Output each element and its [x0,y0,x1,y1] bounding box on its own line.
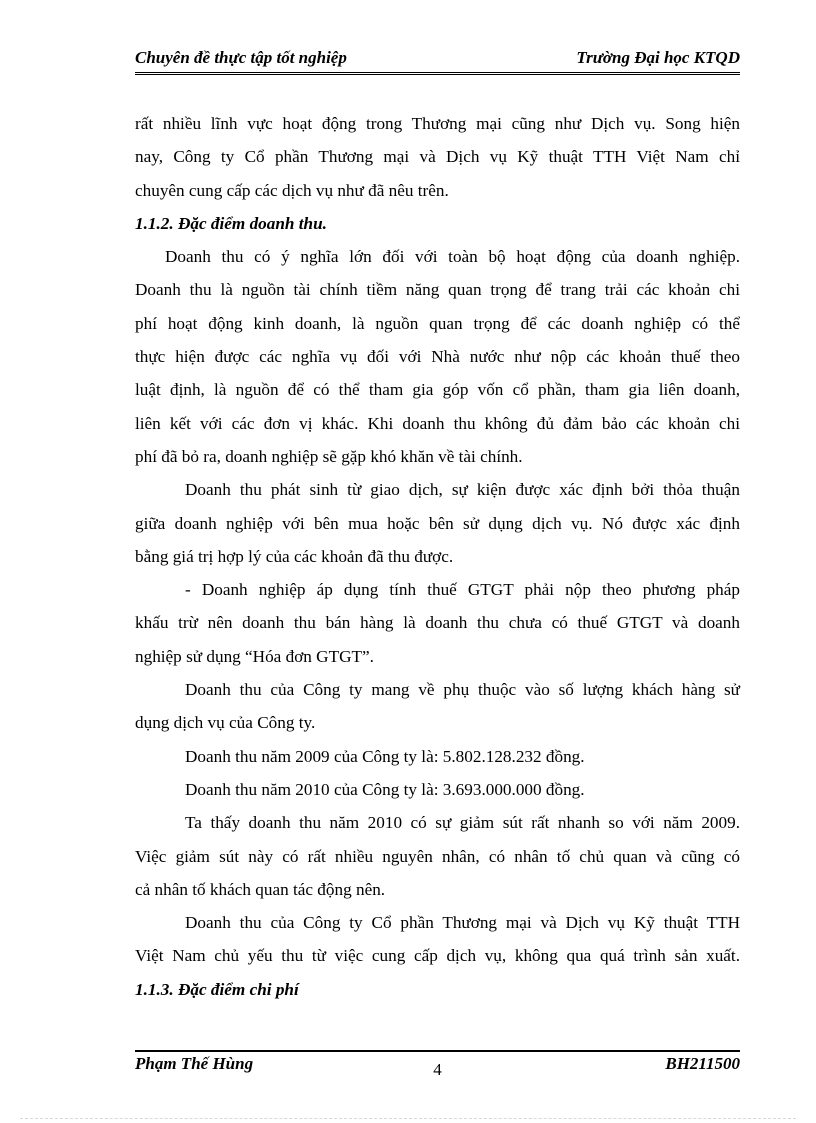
paragraph-line: nghiệp sử dụng “Hóa đơn GTGT”. [135,646,374,666]
header-left-title: Chuyên đề thực tập tốt nghiệp [135,48,347,67]
page-header [135,48,740,72]
paragraph-line: giữa doanh nghiệp với bên mua hoặc bên sử dụng dịch vụ. Nó được xác định [135,513,740,533]
footer-code: BH211500 [665,1054,740,1073]
paragraph-line: bằng giá trị hợp lý của các khoản đã thu được. [135,546,454,566]
paragraph-line: Doanh thu năm 2009 của Công ty là: 5.802.128.232 đồng. [185,746,585,766]
paragraph-line: Doanh thu của Công ty mang về phụ thuộc vào số lượng khách hàng sử [185,680,740,700]
paragraph-line: Ta thấy doanh thu năm 2010 có sự giảm sút rất nhanh so với năm 2009. [185,813,740,833]
page-footer [135,1054,740,1078]
header-right-title: Trường Đại học KTQD [576,48,740,67]
paragraph-line: luật định, là nguồn để có thể tham gia góp vốn cổ phần, tham gia liên doanh, [135,380,740,400]
paragraph-line: Việt Nam chủ yếu thu từ việc cung cấp dịch vụ, không qua quá trình sản xuất. [135,946,740,966]
paragraph-line: dụng dịch vụ của Công ty. [135,713,316,733]
paragraph-line: Việc giảm sút này có rất nhiều nguyên nhân, có nhân tố chủ quan và cũng có [135,846,740,866]
paragraph-line: rất nhiều lĩnh vực hoạt động trong Thương mại cũng như Dịch vụ. Song hiện [135,114,740,133]
page-boundary-line [20,1118,796,1119]
paragraph-line: Doanh thu phát sinh từ giao dịch, sự kiện được xác định bởi thỏa thuận [185,480,740,500]
paragraph-line: khấu trừ nên doanh thu bán hàng là doanh thu chưa có thuế GTGT và doanh [135,613,740,633]
footer-author: Phạm Thế Hùng [135,1054,254,1073]
paragraph-line: - Doanh nghiệp áp dụng tính thuế GTGT phải nộp theo phương pháp [185,580,740,600]
paragraph-line: Doanh thu có ý nghĩa lớn đối với toàn bộ hoạt động của doanh nghiệp. [165,247,740,267]
paragraph-line: nay, Công ty Cổ phần Thương mại và Dịch vụ Kỹ thuật TTH Việt Nam chỉ [135,147,740,167]
paragraph-line: liên kết với các đơn vị khác. Khi doanh thu không đủ đảm bảo các khoản chi [135,413,740,433]
paragraph-line: Doanh thu năm 2010 của Công ty là: 3.693.000.000 đồng. [185,779,585,799]
paragraph-line: Doanh thu của Công ty Cổ phần Thương mại và Dịch vụ Kỹ thuật TTH [185,913,740,933]
paragraph-line: phí đã bỏ ra, doanh nghiệp sẽ gặp khó khăn về tài chính. [135,446,523,466]
page-number: 4 [433,1060,442,1079]
document-body [135,107,740,1006]
paragraph-line: thực hiện được các nghĩa vụ đối với Nhà nước như nộp các khoản thuế theo [135,347,740,367]
paragraph-line: phí hoạt động kinh doanh, là nguồn quan trọng để các doanh nghiệp có thể [135,313,740,333]
paragraph-line: chuyên cung cấp các dịch vụ như đã nêu trên. [135,180,449,200]
paragraph-line: Doanh thu là nguồn tài chính tiềm năng quan trọng để trang trải các khoản chi [135,280,740,300]
section-heading: 1.1.2. Đặc điểm doanh thu. [135,213,327,233]
footer-rule [135,1050,740,1052]
header-rule [135,72,740,75]
section-heading: 1.1.3. Đặc điểm chi phí [135,979,299,999]
paragraph-line: cả nhân tố khách quan tác động nên. [135,879,386,899]
